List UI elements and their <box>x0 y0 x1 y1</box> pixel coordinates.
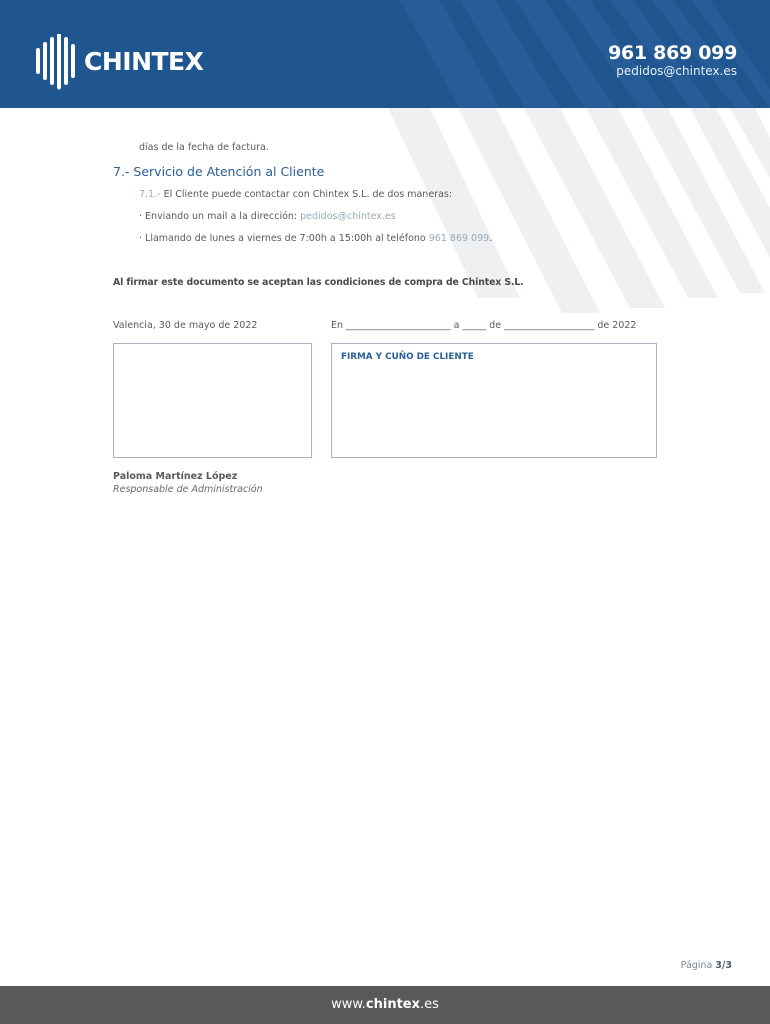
page-number-value: 3/3 <box>715 960 732 971</box>
place-date-right: En ______________________ a _____ de ___________________ de 2022 <box>331 320 637 331</box>
client-signature-label: FIRMA Y CUÑO DE CLIENTE <box>341 352 474 362</box>
footer-website[interactable] <box>331 997 439 1012</box>
continued-text: días de la fecha de factura. <box>139 142 269 153</box>
page-number-label: Página <box>680 960 716 971</box>
bullet-email-text: · Enviando un mail a la dirección: <box>139 211 301 222</box>
bullet-phone-suffix: . <box>489 233 493 244</box>
bullet-phone <box>139 233 492 244</box>
place-date-left: Valencia, 30 de mayo de 2022 <box>113 320 258 331</box>
company-signature-box <box>113 343 312 458</box>
header-bar <box>0 0 770 108</box>
page-number <box>681 960 732 971</box>
header-phone: 961 869 099 <box>608 42 737 64</box>
item-number: 7.1.- <box>139 189 161 200</box>
footer-website-suffix: .es <box>420 997 439 1012</box>
footer-website-prefix: www. <box>331 997 366 1012</box>
footer-bar <box>0 986 770 1024</box>
item-text: El Cliente puede contactar con Chintex S.L. de dos maneras: <box>160 189 453 200</box>
header-contact <box>608 42 737 78</box>
chintex-logo <box>34 32 203 90</box>
email-link[interactable]: pedidos@chintex.es <box>300 211 396 222</box>
footer-website-domain: chintex <box>365 997 421 1012</box>
bullet-phone-text: · Llamando de lunes a viernes de 7:00h a 15:00h al teléfono <box>139 233 429 244</box>
client-signature-box <box>331 343 657 458</box>
phone-link[interactable]: 961 869 099 <box>428 233 490 244</box>
bullet-email <box>139 211 396 222</box>
signer-name: Paloma Martínez López <box>113 471 238 482</box>
section-heading: 7.- Servicio de Atención al Cliente <box>113 164 325 179</box>
header-email: pedidos@chintex.es <box>616 64 737 78</box>
signer-role: Responsable de Administración <box>113 484 263 495</box>
acceptance-statement: Al firmar este documento se aceptan las condiciones de compra de Chintex S.L. <box>113 277 524 288</box>
brand-name: CHINTEX <box>84 46 204 76</box>
chintex-logo-mark-icon <box>34 32 78 90</box>
item-7-1 <box>139 189 452 200</box>
